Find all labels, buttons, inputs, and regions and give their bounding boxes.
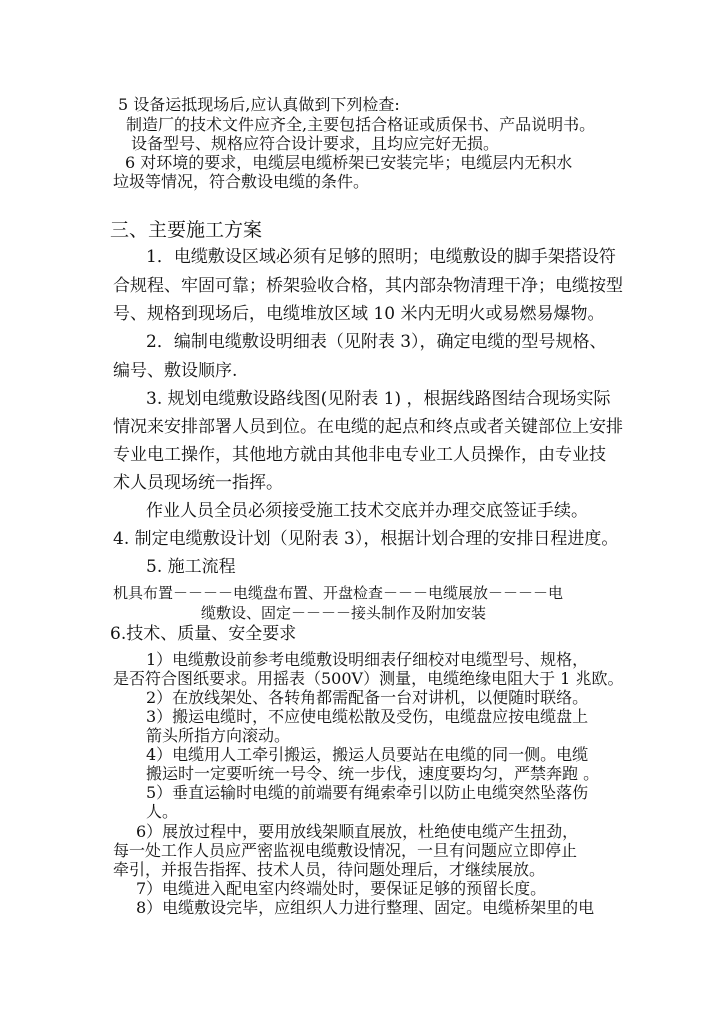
text-line: 5 设备运抵现场后,应认真做到下列检查: — [118, 95, 400, 114]
text-line: 作业人员全员必须接受施工技术交底并办理交底签证手续。 — [146, 501, 588, 521]
text-line: 情况来安排部署人员到位。在电缆的起点和终点或者关键部位上安排 — [113, 417, 623, 437]
text-line: 4. 制定电缆敷设计划（见附表 3），根据计划合理的安排日程进度。 — [113, 529, 619, 549]
text-line: 编号、敷设顺序. — [113, 361, 238, 381]
text-line: 制造厂的技术文件应齐全,主要包括合格证或质保书、产品说明书。 — [126, 115, 596, 134]
text-line: 每一处工作人员应严密监视电缆敷设情况，一旦有问题应立即停止 — [113, 841, 578, 860]
text-line: 垃圾等情况，符合敷设电缆的条件。 — [113, 172, 370, 191]
text-line: 专业电工操作，其他地方就由其他非电专业工人员操作，由专业技 — [113, 445, 606, 465]
text-line: 5. 施工流程 — [146, 557, 236, 577]
text-line: 5）垂直运输时电缆的前端要有绳索牵引以防止电缆突然坠落伤 — [146, 783, 589, 802]
text-line: 4）电缆用人工牵引搬运，搬运人员要站在电缆的同一侧。电缆 — [146, 745, 589, 764]
process-flow-line: 缆敷设、固定－－－－接头制作及附加安装 — [201, 604, 487, 622]
text-line: 号、规格到现场后，电缆堆放区域 10 米内无明火或易燃易爆物。 — [113, 304, 605, 324]
text-line: 1）电缆敷设前参考电缆敷设明细表仔细校对电缆型号、规格， — [146, 650, 589, 669]
text-line: 6 对环境的要求，电缆层电缆桥架已安装完毕；电缆层内无积水 — [125, 153, 573, 172]
text-line: 7）电缆进入配电室内终端处时，要保证足够的预留长度。 — [136, 879, 547, 898]
section-heading: 三、主要施工方案 — [110, 219, 263, 241]
text-line: 3）搬运电缆时，不应使电缆松散及受伤，电缆盘应按电缆盘上 — [146, 707, 589, 726]
section-heading: 6.技术、质量、安全要求 — [110, 624, 297, 644]
text-line: 2．编制电缆敷设明细表（见附表 3），确定电缆的型号规格、 — [146, 332, 607, 352]
text-line: 1．电缆敷设区域必须有足够的照明；电缆敷设的脚手架搭设符 — [146, 247, 616, 267]
text-line: 人。 — [146, 802, 179, 821]
text-line: 搬运时一定要听统一号令、统一步伐，速度要均匀，严禁奔跑 。 — [146, 764, 600, 783]
text-line: 是否符合图纸要求。用摇表（500V）测量，电缆绝缘电阻大于 1 兆欧。 — [113, 669, 624, 688]
text-line: 设备型号、规格应符合设计要求，且均应完好无损。 — [131, 134, 500, 153]
text-line: 牵引，并报告指挥、技术人员，待问题处理后，才继续展放。 — [113, 860, 546, 879]
text-line: 6）展放过程中，要用放线架顺直展放，杜绝使电缆产生扭劲， — [136, 822, 579, 841]
text-line: 合规程、牢固可靠；桥架验收合格，其内部杂物清理干净；电缆按型 — [113, 276, 623, 296]
text-line: 术人员现场统一指挥。 — [113, 473, 283, 493]
process-flow-line: 机具布置－－－－电缆盘布置、开盘检查－－－电缆展放－－－－电 — [113, 584, 564, 602]
text-line: 8）电缆敷设完毕，应组织人力进行整理、固定。电缆桥架里的电 — [136, 898, 595, 917]
text-line: 2）在放线架处、各转角都需配备一台对讲机，以便随时联络。 — [146, 688, 589, 707]
text-line: 箭头所指方向滚动。 — [146, 726, 291, 745]
text-line: 3. 规划电缆敷设路线图(见附表 1) ，根据线路图结合现场实际 — [146, 389, 611, 409]
